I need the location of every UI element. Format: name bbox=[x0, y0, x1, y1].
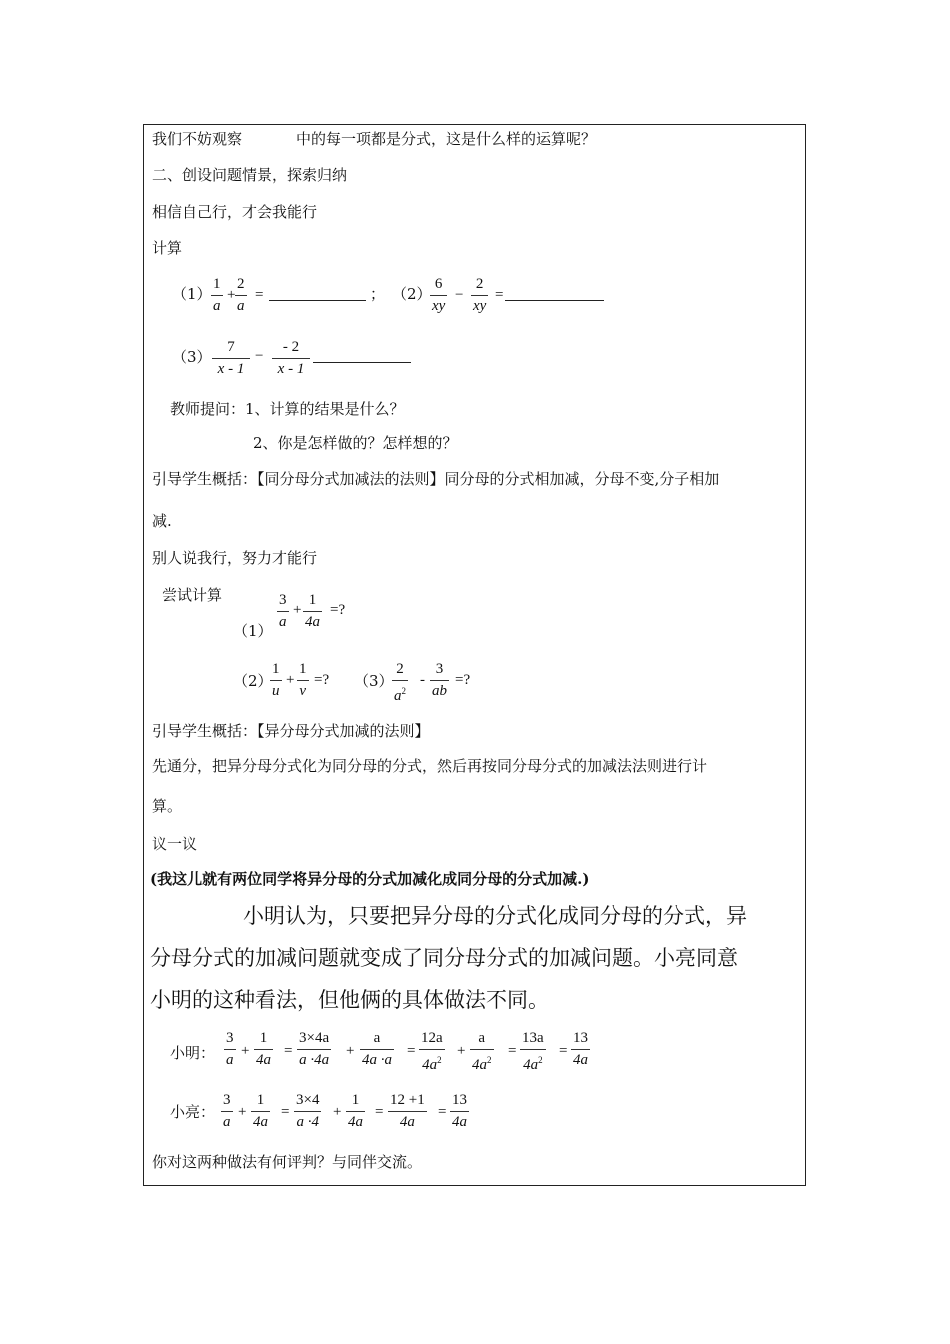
fraction-7-over-x-minus-1: 7 x - 1 bbox=[212, 339, 250, 378]
fraction-2-over-xy: 2 xy bbox=[473, 276, 487, 314]
item-number-3: （3） bbox=[172, 348, 212, 366]
item-number-2: （2） bbox=[392, 285, 432, 303]
xl-frac-12p1: 12 +1 4a bbox=[390, 1092, 425, 1130]
fraction-1-over-4a: 1 4a bbox=[305, 592, 320, 630]
item-number-1: （1） bbox=[172, 285, 212, 303]
plus-sign: + bbox=[238, 1104, 247, 1120]
fraction-1-over-v: 1 v bbox=[299, 661, 307, 699]
xm-frac-13a: 13a $4a^2$ bbox=[522, 1030, 544, 1073]
closing-question: 你对这两种做法有何评判？与同伴交流。 bbox=[152, 1153, 423, 1171]
xm-frac-a-4aa: a 4a ·a bbox=[362, 1030, 392, 1068]
intro-text-b: 中的每一项都是分式，这是什么样的运算呢？ bbox=[296, 130, 597, 148]
try-number-3: （3） bbox=[354, 672, 394, 690]
answer-blank-3[interactable] bbox=[313, 362, 411, 363]
try-number-1: （1） bbox=[233, 622, 273, 640]
xm-frac-13-4a: 13 4a bbox=[573, 1030, 588, 1068]
xl-frac-1-4a: 1 4a bbox=[253, 1092, 268, 1130]
semicolon: ； bbox=[370, 285, 386, 303]
plus-sign: + bbox=[457, 1043, 466, 1059]
plus-sign: + bbox=[241, 1043, 250, 1059]
motto-1: 相信自己行，才会我能行 bbox=[152, 203, 318, 221]
xm-frac-1-4a: 1 4a bbox=[256, 1030, 271, 1068]
motto-2: 别人说我行，努力才能行 bbox=[152, 549, 318, 567]
equals-question: =? bbox=[330, 602, 346, 618]
plus-sign: + bbox=[293, 602, 302, 618]
xl-frac-13-4a: 13 4a bbox=[452, 1092, 467, 1130]
fraction-3-over-ab: 3 ab bbox=[432, 661, 447, 699]
fraction-6-over-xy: 6 xy bbox=[432, 276, 446, 314]
plus-sign: + bbox=[346, 1043, 355, 1059]
section-heading: 二、创设问题情景，探索归纳 bbox=[152, 166, 348, 184]
paragraph-line-3: 小明的这种看法，但他俩的具体做法不同。 bbox=[150, 988, 549, 1012]
paragraph-line-1: 小明认为，只要把异分母的分式化成同分母的分式，异 bbox=[243, 904, 747, 928]
equals-sign: = bbox=[438, 1104, 447, 1120]
rule-different-text-1: 先通分，把异分母分式化为同分母的分式，然后再按同分母分式的加减法法则进行计 bbox=[152, 757, 708, 775]
fraction-2-over-a: 2 a bbox=[237, 276, 245, 314]
answer-blank-2[interactable] bbox=[505, 300, 604, 301]
answer-blank-1[interactable] bbox=[269, 300, 366, 301]
xl-frac-1-4a-b: 1 4a bbox=[348, 1092, 363, 1130]
equals-question: =? bbox=[314, 672, 330, 688]
rule-same-denominator-cont: 减. bbox=[152, 512, 172, 530]
paren-note: (我这儿就有两位同学将异分母的分式加减化成同分母的分式加减.) bbox=[150, 870, 590, 888]
equals-sign: = bbox=[508, 1043, 517, 1059]
try-number-2: （2） bbox=[233, 672, 273, 690]
xiaoliang-label: 小亮： bbox=[170, 1103, 216, 1121]
minus-sign: − bbox=[255, 348, 264, 364]
minus-sign: − bbox=[455, 287, 464, 303]
fraction-1-over-u: 1 u bbox=[272, 661, 280, 699]
minus-sign: - bbox=[420, 672, 425, 688]
rule-different-denominator: 引导学生概括：【异分母分式加减的法则】 bbox=[152, 722, 430, 740]
rule-same-denominator: 引导学生概括：【同分母分式加减法的法则】同分母的分式相加减，分母不变,分子相加 bbox=[152, 470, 720, 488]
teacher-question-2: 2、你是怎样做的？怎样想的？ bbox=[253, 434, 458, 452]
xm-frac-12a: 12a $4a^2$ bbox=[421, 1030, 443, 1073]
try-label: 尝试计算 bbox=[162, 586, 223, 604]
teacher-question-1: 教师提问：1、计算的结果是什么？ bbox=[170, 400, 405, 418]
xiaoming-label: 小明： bbox=[170, 1044, 216, 1062]
equals-question: =? bbox=[455, 672, 471, 688]
xm-frac-3x4a: 3×4a a ·4a bbox=[299, 1030, 330, 1068]
plus-sign: + bbox=[227, 287, 236, 303]
rule-different-text-2: 算。 bbox=[152, 797, 183, 815]
plus-sign: + bbox=[286, 672, 295, 688]
discuss-heading: 议一议 bbox=[152, 835, 198, 853]
paragraph-line-2: 分母分式的加减问题就变成了同分母分式的加减问题。小亮同意 bbox=[150, 946, 738, 970]
equals-sign: = bbox=[281, 1104, 290, 1120]
calc-label: 计算 bbox=[152, 239, 183, 257]
fraction-neg2-over-x-minus-1: - 2 x - 1 bbox=[272, 339, 310, 378]
intro-text-a: 我们不妨观察 bbox=[152, 130, 243, 148]
equals-sign: = bbox=[375, 1104, 384, 1120]
fraction-2-over-a-squared: 2 $a^2$ bbox=[394, 661, 406, 704]
equals-sign: = bbox=[255, 287, 264, 303]
equals-sign: = bbox=[407, 1043, 416, 1059]
plus-sign: + bbox=[333, 1104, 342, 1120]
equals-sign: = bbox=[559, 1043, 568, 1059]
xl-frac-3x4: 3×4 a ·4 bbox=[296, 1092, 320, 1130]
equals-sign: = bbox=[284, 1043, 293, 1059]
fraction-3-over-a: 3 a bbox=[279, 592, 287, 630]
xm-frac-a-4a2: a $4a^2$ bbox=[472, 1030, 492, 1073]
fraction-1-over-a: 1 a bbox=[213, 276, 221, 314]
xl-frac-3-a: 3 a bbox=[223, 1092, 231, 1130]
xm-frac-3-a: 3 a bbox=[226, 1030, 234, 1068]
equals-sign: = bbox=[495, 287, 504, 303]
